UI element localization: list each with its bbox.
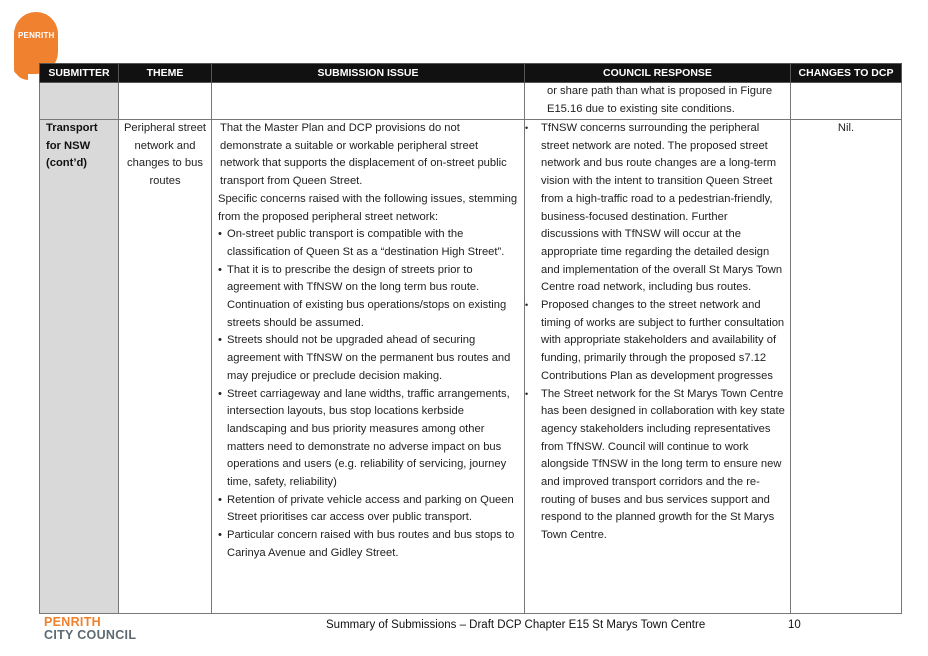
issue-intro-2: Specific concerns raised with the following issues, stemming from the proposed peripheral street network: — [218, 192, 518, 223]
footer-logo-line1: PENRITH — [44, 615, 101, 629]
page-number: 10 — [788, 619, 801, 631]
response-bullet: • Proposed changes to the street network and timing of works are subject to further consultation with appropriate stakeholders and availability of funding, primarily through the proposed s7.12 Contributions Plan as development progresses — [541, 297, 786, 386]
issue-bullet: • Street carriageway and lane widths, traffic arrangements, intersection layouts, bus stop locations kerbside landscaping and bus priority measures among other matters need to demonstrate no adverse impact on bus operations and users (e.g. reliability of servicing, journey time, safety, reliability) — [218, 386, 518, 492]
issue-bullet: • Particular concern raised with bus routes and bus stops to Carinya Avenue and Gidley Street. — [218, 527, 518, 562]
submissions-table — [39, 63, 902, 614]
issue-bullet: • On-street public transport is compatible with the classification of Queen St as a “destination High Street”. — [218, 226, 518, 261]
cell-submission-issue — [212, 120, 525, 614]
header-submission-issue: SUBMISSION ISSUE — [212, 64, 525, 83]
issue-bullet-list — [218, 226, 518, 562]
cell-theme — [119, 120, 212, 614]
issue-intro: That the Master Plan and DCP provisions do not demonstrate a suitable or workable peripheral street network that supports the displacement of on-street public transport from Queen Street. — [220, 122, 507, 188]
footer-title: Summary of Submissions – Draft DCP Chapter E15 St Marys Town Centre — [326, 619, 706, 631]
table-header-row — [40, 64, 902, 83]
cell-submitter-empty — [40, 83, 119, 120]
table-row — [40, 120, 902, 614]
cell-changes-to-dcp — [791, 120, 902, 614]
cell-changes-empty — [791, 83, 902, 120]
footer-logo-line2: CITY COUNCIL — [44, 628, 137, 642]
carryover-response-text: or share path than what is proposed in Figure E15.16 due to existing site conditions. — [547, 85, 773, 115]
logo-text: PENRITH — [18, 31, 55, 40]
header-submitter: SUBMITTER — [40, 64, 119, 83]
cell-council-response — [525, 120, 791, 614]
changes-text: Nil. — [837, 122, 855, 134]
header-council-response: COUNCIL RESPONSE — [525, 64, 791, 83]
cell-issue-empty — [212, 83, 525, 120]
cell-response-carryover — [525, 83, 791, 120]
response-bullet: • The Street network for the St Marys Town Centre has been designed in collaboration with key state agency stakeholders including representatives from TfNSW. Council will continue to work alongside TfNSW in the long term to ensure new and improved transport corridors and the re-routing of buses and bus services support and respond to the planned growth for the St Marys Town Centre. — [541, 386, 786, 545]
issue-bullet: • Retention of private vehicle access and parking on Queen Street prioritises car access over public transport. — [218, 492, 518, 527]
issue-bullet: • That it is to prescribe the design of streets prior to agreement with TfNSW on the long term bus route. Continuation of existing bus operations/stops on existing streets should be assumed. — [218, 262, 518, 333]
response-bullet: • TfNSW concerns surrounding the peripheral street network are noted. The proposed street network and bus route changes are a long-term vision with the intent to transition Queen Street from a high-traffic road to a pedestrian-friendly, business-focused destination. Further discussions with TfNSW will occur at the appropriate time regarding the detailed design and implementation of the overall St Marys Town Centre road network, including bus routes. — [541, 120, 786, 297]
response-bullet-list — [541, 120, 786, 545]
issue-bullet: • Streets should not be upgraded ahead of securing agreement with TfNSW on the permanent bus routes and may prejudice or preclude decision making. — [218, 332, 518, 385]
cell-submitter — [40, 120, 119, 614]
header-theme: THEME — [119, 64, 212, 83]
submitter-text: Transport for NSW (cont’d) — [46, 122, 98, 170]
header-changes-to-dcp: CHANGES TO DCP — [791, 64, 902, 83]
footer-logo — [44, 616, 136, 642]
cell-theme-empty — [119, 83, 212, 120]
theme-text: Peripheral street network and changes to bus routes — [123, 122, 207, 188]
table-row-carryover — [40, 83, 902, 120]
